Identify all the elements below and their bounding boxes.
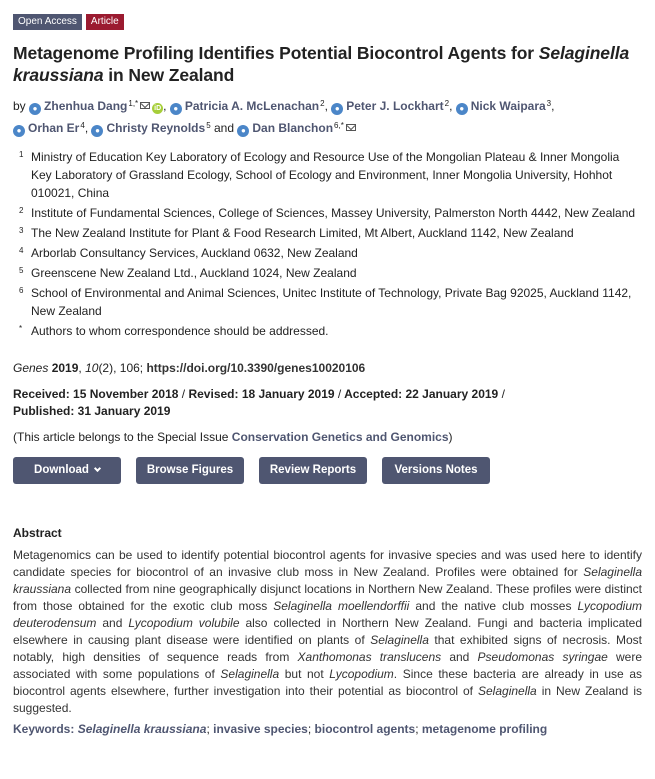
author-orhan-er[interactable]: ● Orhan Er$^4$ <box>13 121 85 135</box>
title-species: Selaginella kraussiana <box>13 43 630 85</box>
chevron-down-icon <box>94 465 101 472</box>
keywords: Keywords: Selaginella kraussiana; invasive species; biocontrol agents; metagenome profiling <box>13 722 548 736</box>
affiliations <box>13 148 642 340</box>
journal-name[interactable]: Genes <box>13 361 49 375</box>
review-reports-button[interactable]: Review Reports <box>259 457 367 484</box>
person-icon: ● <box>13 125 25 137</box>
article-title <box>13 42 642 86</box>
affiliation-item: 1 Ministry of Education Key Laboratory of Ecology and Resource Use of the Mongolian Plateau & Inner Mongolia Key Laboratory of Grassland Ecology, School of Ecology and Environment, Inner Mongolia University, Hohhot 010021, China <box>19 150 620 200</box>
abstract-text: Metagenomics can be used to identify potential biocontrol agents for invasive species and was used here to identify candidate species for biocontrol of an invasive club moss in New Zealand. Profiles were obtained for Selaginella kraussiana collected from nine geographically disjunct locations in Northern New Zealand. These profiles were distinct from those obtained for the exotic club moss Selaginella moellendorffii and the native club mosses Lycopodium deuterodensum and Lycopodium volubile also collected in Northern New Zealand. Fungi and bacteria implicated elsewhere in causing plant disease were identified on plants of Selaginella that exhibited signs of necrosis. Most notably, high densities of sequence reads from Xanthomonas translucens and Pseudomonas syringae were associated with some populations of Selaginella but not Lycopodium. Since these bacteria are already in use as biocontrol agents elsewhere, further investigation into their potential as biocontrol of Selaginella in New Zealand is suggested. <box>13 548 643 715</box>
person-icon: ● <box>29 103 41 115</box>
published-date: Published: 31 January 2019 <box>13 404 171 418</box>
person-icon: ● <box>331 103 343 115</box>
affiliation-item: 6 School of Environmental and Animal Sciences, Unitec Institute of Technology, Private Bag 92025, Auckland 1142, New Zealand <box>19 286 632 318</box>
keyword-link[interactable]: metagenome profiling <box>421 722 548 736</box>
email-icon[interactable] <box>140 102 150 109</box>
accepted-date: Accepted: 22 January 2019 <box>344 387 499 401</box>
citation-year: 2019 <box>51 361 79 375</box>
open-access-badge[interactable]: Open Access <box>13 14 82 30</box>
author-dan-blanchon[interactable]: ● Dan Blanchon$^{6,*}$ <box>237 121 355 135</box>
received-date: Received: 15 November 2018 <box>13 387 179 401</box>
browse-figures-button[interactable]: Browse Figures <box>136 457 244 484</box>
keyword-link[interactable]: Selaginella kraussiana <box>77 722 207 736</box>
citation-issue: (2) <box>98 361 114 375</box>
person-icon: ● <box>456 103 468 115</box>
keyword-link[interactable]: biocontrol agents <box>314 722 416 736</box>
download-button[interactable]: Download <box>13 457 121 484</box>
affiliation-item: 2 Institute of Fundamental Sciences, College of Sciences, Massey University, Palmerston North 4442, New Zealand <box>19 206 636 220</box>
author-peter-lockhart[interactable]: ● Peter J. Lockhart$^2$ <box>331 99 449 113</box>
author-zhenhua-dang[interactable]: ● Zhenhua Dang$^{1,*}$iD <box>29 99 163 113</box>
affiliation-item: 4 Arborlab Consultancy Services, Auckland 0632, New Zealand <box>19 246 358 260</box>
doi-link[interactable]: https://doi.org/10.3390/genes10020106 <box>146 361 366 375</box>
author-patricia-mclenachan[interactable]: ● Patricia A. McLenachan$^2$ <box>170 99 325 113</box>
by-label: by <box>13 99 26 113</box>
and-label: and <box>213 121 235 135</box>
citation-article: , 106; <box>113 361 147 375</box>
person-icon: ● <box>170 103 182 115</box>
correspondence-note: * Authors to whom correspondence should be addressed. <box>19 324 329 338</box>
author-christy-reynolds[interactable]: ● Christy Reynolds$^5$ <box>91 121 210 135</box>
orcid-icon[interactable]: iD <box>154 105 162 112</box>
badges <box>13 14 642 30</box>
special-issue-note: (This article belongs to the Special Issue Conservation Genetics and Genomics) <box>13 430 453 444</box>
article-type-badge: Article <box>86 14 124 30</box>
versions-notes-button[interactable]: Versions Notes <box>382 457 490 484</box>
author-nick-waipara[interactable]: ● Nick Waipara$^3$ <box>456 99 551 113</box>
email-icon[interactable] <box>346 124 356 131</box>
keywords-label: Keywords: <box>13 722 75 736</box>
author-list: by ● Zhenhua Dang$^{1,*}$iD , ● Patricia A. McLenachan$^2$, ● Peter J. Lockhart$^2$, ● Nick Waipara$^3$, ● Orhan Er$^4$, ● Christy Reynolds$^5$ and ● Dan Blanchon$^{6,*}$ <box>13 99 555 135</box>
person-icon: ● <box>91 125 103 137</box>
citation: Genes 2019, 10(2), 106; https://doi.org/10.3390/genes10020106 <box>13 361 366 375</box>
citation-volume: 10 <box>85 361 99 375</box>
publication-dates: Received: 15 November 2018 / Revised: 18 January 2019 / Accepted: 22 January 2019 / Published: 31 January 2019 <box>13 387 505 418</box>
affiliation-item: 3 The New Zealand Institute for Plant & Food Research Limited, Mt Albert, Auckland 1142, New Zealand <box>19 226 574 240</box>
title-text: Metagenome Profiling Identifies Potential Biocontrol Agents for <box>13 43 539 63</box>
keyword-link[interactable]: invasive species <box>213 722 308 736</box>
special-issue-link[interactable]: Conservation Genetics and Genomics <box>231 430 449 444</box>
affiliation-item: 5 Greenscene New Zealand Ltd., Auckland 1024, New Zealand <box>19 266 357 280</box>
person-icon: ● <box>237 125 249 137</box>
abstract-heading: Abstract <box>13 526 62 540</box>
title-text-end: in New Zealand <box>103 65 235 85</box>
revised-date: Revised: 18 January 2019 <box>188 387 335 401</box>
article-actions <box>13 457 642 484</box>
